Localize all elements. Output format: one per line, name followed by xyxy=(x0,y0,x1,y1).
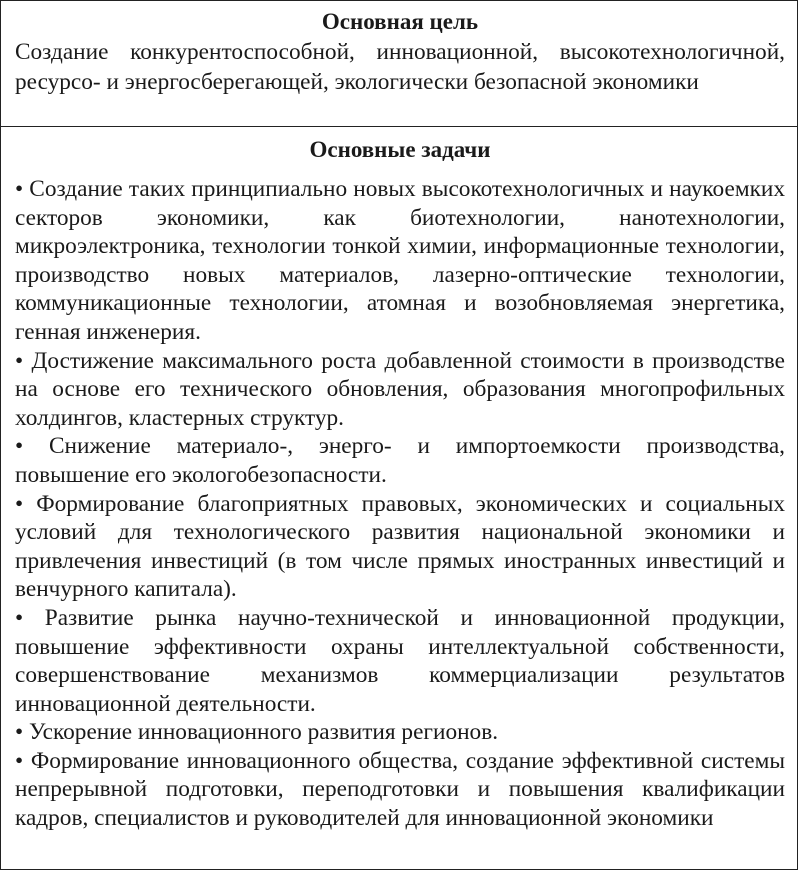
main-goal-text: Создание конкурентоспособной, инновационной, высокотехнологичной, ресурсо- и энергосберегающей, экологически безопасной экономики xyxy=(15,39,785,95)
task-item: • Формирование инновационного общества, создание эффективной системы непрерывной подготовки, переподготовки и повышения квалификации кадров, специалистов и руководителей для инновационной экономики xyxy=(15,747,785,832)
task-item: • Ускорение инновационного развития регионов. xyxy=(15,719,499,746)
task-item: • Снижение материало-, энерго- и импортоемкости производства, повышение его экологобезопасности. xyxy=(15,433,785,488)
main-tasks-heading: Основные задачи xyxy=(309,137,491,162)
main-goal-section xyxy=(1,1,797,127)
task-item: • Достижение максимального роста добавленной стоимости в производстве на основе его технического обновления, образования многопрофильных холдингов, кластерных структур. xyxy=(15,347,785,431)
main-goal-heading: Основная цель xyxy=(321,9,479,34)
task-item: • Развитие рынка научно-технической и инновационной продукции, повышение эффективности охраны интеллектуальной собственности, совершенствование механизмов коммерциализации результатов инновационной деятельности. xyxy=(15,604,785,717)
task-item: • Формирование благоприятных правовых, экономических и социальных условий для технологического развития национальной экономики и привлечения инвестиций (в том числе прямых иностранных инвестиций и венчурного капитала). xyxy=(15,490,785,603)
task-item: • Создание таких принципиально новых высокотехнологичных и наукоемких секторов экономики, как биотехнологии, нанотехнологии, микроэлектроника, технологии тонкой химии, информационные технологии, производство новых материалов, лазерно-оптические технологии, коммуникационные технологии, атомная и возобновляемая энергетика, генная инженерия. xyxy=(15,176,785,345)
main-tasks-section xyxy=(1,127,797,833)
